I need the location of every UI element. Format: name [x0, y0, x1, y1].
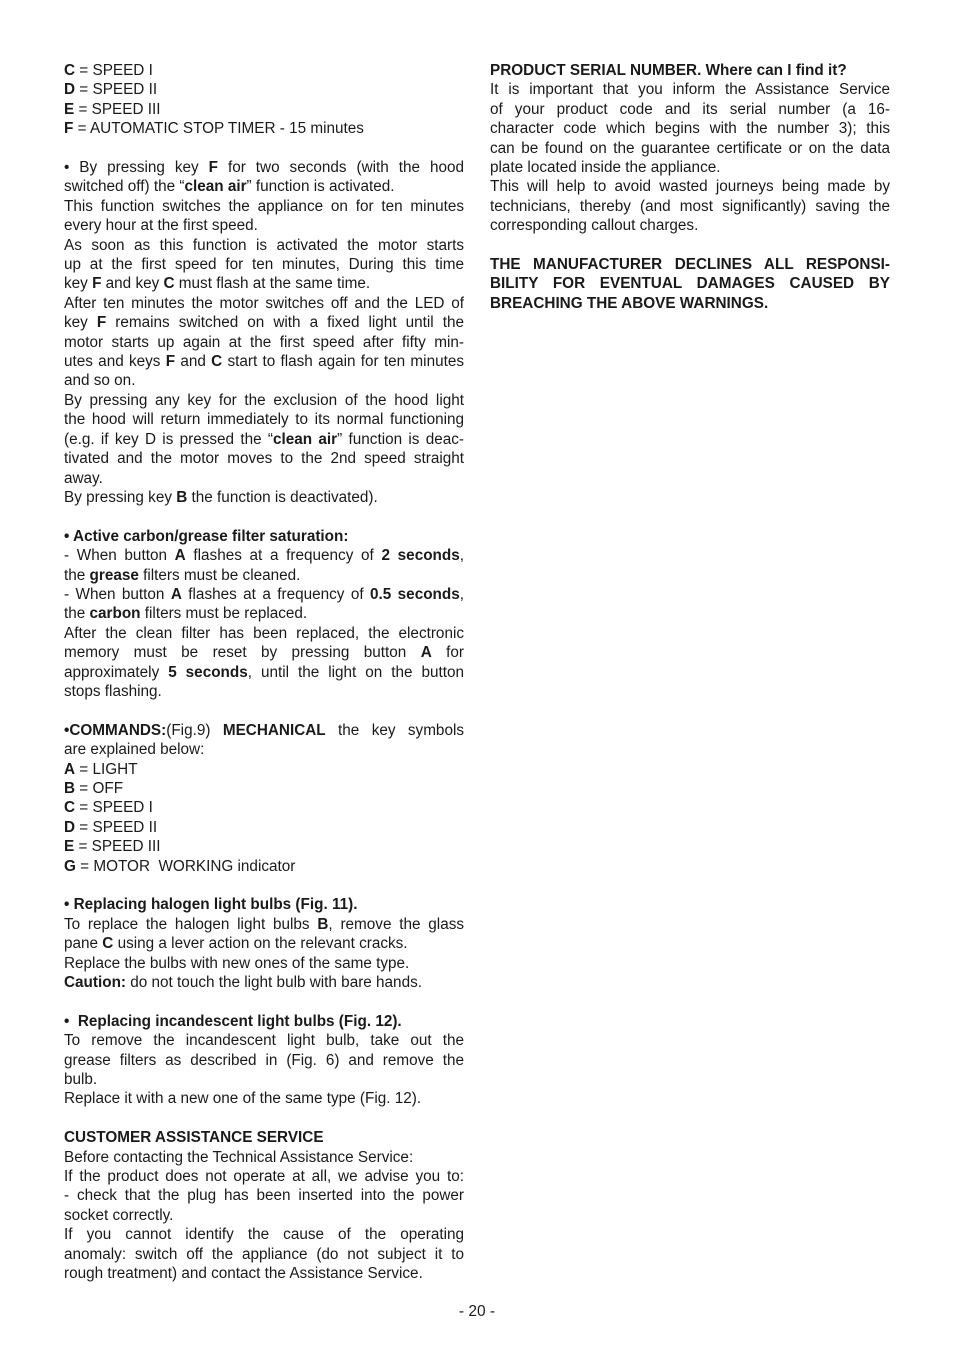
bold-text: THE MANUFACTURER DECLINES ALL RESPONSI- [490, 256, 890, 274]
text-line [64, 585, 464, 604]
text-line [64, 895, 464, 914]
text-span: To remove the incandescent light bulb, take out the [64, 1032, 464, 1050]
bold-text: 5 seconds [168, 663, 248, 681]
bold-text: CUSTOMER ASSISTANCE SERVICE [64, 1129, 324, 1147]
bold-text: 2 seconds [381, 547, 460, 565]
bold-text: C [211, 353, 223, 371]
bold-text: carbon [89, 605, 141, 623]
text-span: key [64, 314, 97, 332]
right-column [490, 61, 890, 313]
paragraph-gap [64, 876, 464, 895]
paragraph-gap [490, 236, 890, 255]
text-span: = LIGHT [75, 760, 138, 778]
text-line [490, 158, 890, 177]
text-span: Before contacting the Technical Assistance Service: [64, 1148, 414, 1166]
text-span: using a lever action on the relevant cracks. [113, 935, 408, 953]
text-span: (Fig.9) [166, 721, 223, 739]
text-line [64, 449, 464, 468]
text-line [64, 1186, 464, 1205]
text-line [64, 255, 464, 274]
bold-text: F [208, 159, 219, 177]
bold-text: clean air [273, 430, 338, 448]
bold-text: C [102, 935, 114, 953]
text-span: the [64, 566, 90, 584]
text-span: rough treatment) and contact the Assistance Service. [64, 1265, 423, 1283]
text-span: As soon as this function is activated the motor starts [64, 236, 464, 254]
text-line [64, 333, 464, 352]
text-line [64, 1206, 464, 1225]
text-line [64, 119, 464, 138]
text-span: After the clean filter has been replaced, the electronic [64, 624, 464, 642]
text-line [64, 1167, 464, 1186]
text-span: , remove the glass [328, 915, 464, 933]
text-line [64, 371, 464, 390]
text-line [490, 197, 890, 216]
bold-text: D [64, 818, 76, 836]
text-span: are explained below: [64, 741, 205, 759]
text-span: the [64, 605, 90, 623]
bold-text: E [64, 100, 75, 118]
text-line [64, 236, 464, 255]
text-span: memory must be reset by pressing button [64, 644, 421, 662]
text-span: stops flashing. [64, 682, 162, 700]
text-span: socket correctly. [64, 1206, 174, 1224]
text-line [64, 643, 464, 662]
text-span: If you cannot identify the cause of the operating [64, 1226, 464, 1244]
bold-text: B [176, 488, 188, 506]
text-span: for [431, 644, 464, 662]
text-line [64, 973, 464, 992]
text-span: tivated and the motor moves to the 2nd speed straight [64, 450, 464, 468]
text-line [64, 1089, 464, 1108]
text-span: This function switches the appliance on for ten minutes [64, 197, 464, 215]
text-span: = SPEED I [75, 799, 153, 817]
text-line [64, 177, 464, 196]
text-span: = MOTOR WORKING indicator [75, 857, 296, 875]
text-line [64, 80, 464, 99]
text-line [64, 158, 464, 177]
text-span: - When button [64, 585, 171, 603]
bold-text: A [420, 644, 432, 662]
paragraph-gap [64, 701, 464, 720]
text-span: utes and keys [64, 353, 166, 371]
text-span: = SPEED III [74, 838, 161, 856]
text-line [64, 624, 464, 643]
text-span: = SPEED II [75, 818, 158, 836]
text-span: can be found on the guarantee certificate or on the data [490, 139, 890, 157]
text-line [64, 740, 464, 759]
bold-text: Caution: [64, 974, 127, 992]
text-span: It is important that you inform the Assistance Service [490, 81, 890, 99]
text-line [64, 604, 464, 623]
text-line [490, 61, 890, 80]
text-line [490, 139, 890, 158]
text-span: up at the first speed for ten minutes, During this time [64, 256, 464, 274]
text-line [64, 410, 464, 429]
text-span: pane [64, 935, 103, 953]
text-span: switched off) the “ [64, 178, 185, 196]
text-line [64, 663, 464, 682]
text-span: , [459, 585, 464, 603]
text-span: and key [101, 275, 164, 293]
bold-text: PRODUCT SERIAL NUMBER. Where can I find it? [490, 62, 847, 79]
text-line [64, 915, 464, 934]
text-line [490, 100, 890, 119]
text-line [64, 1051, 464, 1070]
text-span: , [459, 547, 464, 565]
text-span: (e.g. if key D is pressed the “ [64, 430, 274, 448]
text-span: for two seconds (with the hood [218, 159, 464, 177]
bold-text: B [317, 915, 329, 933]
text-line [490, 177, 890, 196]
text-line [64, 1128, 464, 1147]
text-line [64, 1070, 464, 1089]
bold-text: B [64, 779, 76, 797]
bold-text: D [64, 81, 76, 99]
text-span: flashes at a frequency of [181, 585, 370, 603]
text-span: After ten minutes the motor switches off and the LED of [64, 294, 464, 312]
text-line [490, 216, 890, 235]
text-line [64, 1031, 464, 1050]
text-span: = AUTOMATIC STOP TIMER - 15 minutes [73, 120, 364, 138]
bold-text: • Replacing incandescent light bulbs (Fig. 12). [64, 1012, 402, 1030]
text-span: approximately [64, 663, 169, 681]
text-line [490, 294, 890, 313]
text-span: This will help to avoid wasted journeys being made by [490, 178, 890, 196]
text-line [64, 197, 464, 216]
bold-text: grease [89, 566, 139, 584]
paragraph-gap [64, 507, 464, 526]
text-line [64, 352, 464, 371]
text-span: ” function is deac- [337, 430, 465, 448]
text-line [490, 255, 890, 274]
text-span: of your product code and its serial number (a 16- [490, 100, 890, 118]
text-span: • By pressing key [64, 159, 209, 177]
text-span: away. [64, 469, 103, 487]
text-line [64, 566, 464, 585]
bold-text: BREACHING THE ABOVE WARNINGS. [490, 294, 769, 312]
text-span: corresponding callout charges. [490, 217, 699, 235]
text-line [64, 546, 464, 565]
text-span: = OFF [75, 779, 124, 797]
text-span: plate located inside the appliance. [490, 159, 721, 177]
text-line [64, 313, 464, 332]
text-line [64, 274, 464, 293]
text-line [64, 488, 464, 507]
text-span: If the product does not operate at all, we advise you to: [64, 1168, 464, 1186]
bold-text: •COMMANDS: [64, 721, 167, 739]
paragraph-gap [64, 992, 464, 1011]
text-span: Replace the bulbs with new ones of the same type. [64, 954, 410, 972]
text-line [64, 469, 464, 488]
text-span: - check that the plug has been inserted into the power [64, 1187, 464, 1205]
text-span: the key symbols [325, 721, 464, 739]
bold-text: F [64, 120, 74, 138]
bold-text: F [165, 353, 176, 371]
text-span: and [175, 353, 212, 371]
text-span: must flash at the same time. [174, 275, 371, 293]
text-line [64, 818, 464, 837]
text-span: motor starts up again at the first speed after fifty min- [64, 333, 464, 351]
text-line [64, 61, 464, 80]
text-span: ” function is activated. [246, 178, 395, 196]
text-span: = SPEED III [74, 100, 161, 118]
paragraph-gap [64, 139, 464, 158]
text-span: technicians, thereby (and most significantly) saving the [490, 197, 890, 215]
text-span: the function is deactivated). [187, 488, 378, 506]
text-line [64, 527, 464, 546]
text-line [64, 837, 464, 856]
text-line [490, 119, 890, 138]
text-line [64, 798, 464, 817]
text-line [64, 954, 464, 973]
bold-text: F [96, 314, 107, 332]
text-line [64, 391, 464, 410]
bold-text: F [92, 275, 102, 293]
paragraph-gap [64, 1109, 464, 1128]
text-span: remains switched on with a fixed light until the [106, 314, 464, 332]
text-span: bulb. [64, 1071, 98, 1089]
text-line [64, 857, 464, 876]
text-span: filters must be replaced. [140, 605, 308, 623]
text-span: every hour at the first speed. [64, 217, 258, 235]
text-line [64, 1245, 464, 1264]
bold-text: 0.5 seconds [370, 585, 460, 603]
text-span: By pressing key [64, 488, 177, 506]
bold-text: C [163, 275, 175, 293]
bold-text: • Active carbon/grease filter saturation: [64, 527, 349, 545]
text-line [64, 430, 464, 449]
text-span: - When button [64, 547, 175, 565]
text-span: anomaly: switch off the appliance (do not subject it to [64, 1245, 464, 1263]
text-line [64, 1264, 464, 1283]
bold-text: BILITY FOR EVENTUAL DAMAGES CAUSED BY [490, 275, 890, 293]
bold-text: C [64, 62, 76, 79]
bold-text: C [64, 799, 76, 817]
text-line [490, 274, 890, 293]
bold-text: A [170, 585, 182, 603]
text-span: start to flash again for ten minutes [222, 353, 464, 371]
text-span: , until the light on the button [247, 663, 464, 681]
text-span: do not touch the light bulb with bare hands. [126, 974, 422, 992]
text-line [64, 1012, 464, 1031]
text-span: To replace the halogen light bulbs [64, 915, 318, 933]
text-span: and so on. [64, 372, 136, 390]
text-line [64, 934, 464, 953]
bold-text: A [174, 547, 186, 565]
text-span: By pressing any key for the exclusion of the hood light [64, 391, 464, 409]
bold-text: clean air [184, 178, 247, 196]
text-span: filters must be cleaned. [138, 566, 301, 584]
bold-text: • Replacing halogen light bulbs (Fig. 11). [64, 896, 358, 914]
text-line [64, 779, 464, 798]
left-column [64, 61, 464, 1284]
bold-text: MECHANICAL [222, 721, 326, 739]
text-line [64, 1148, 464, 1167]
text-span: character code which begins with the number 3); this [490, 120, 890, 138]
text-span: Replace it with a new one of the same type (Fig. 12). [64, 1090, 422, 1108]
text-line [64, 100, 464, 119]
text-line [64, 294, 464, 313]
text-span: key [64, 275, 93, 293]
text-span: flashes at a frequency of [185, 547, 382, 565]
text-span: = SPEED II [75, 81, 158, 99]
text-line [64, 760, 464, 779]
text-span: the hood will return immediately to its normal functioning [64, 411, 464, 429]
text-line [64, 1225, 464, 1244]
text-line [64, 216, 464, 235]
bold-text: G [64, 857, 76, 875]
bold-text: E [64, 838, 75, 856]
text-line [64, 721, 464, 740]
text-line [490, 80, 890, 99]
page-number: - 20 - [458, 1303, 496, 1320]
text-span: = SPEED I [75, 62, 153, 79]
text-span: grease filters as described in (Fig. 6) and remove the [64, 1051, 464, 1069]
text-line [64, 682, 464, 701]
bold-text: A [64, 760, 76, 778]
